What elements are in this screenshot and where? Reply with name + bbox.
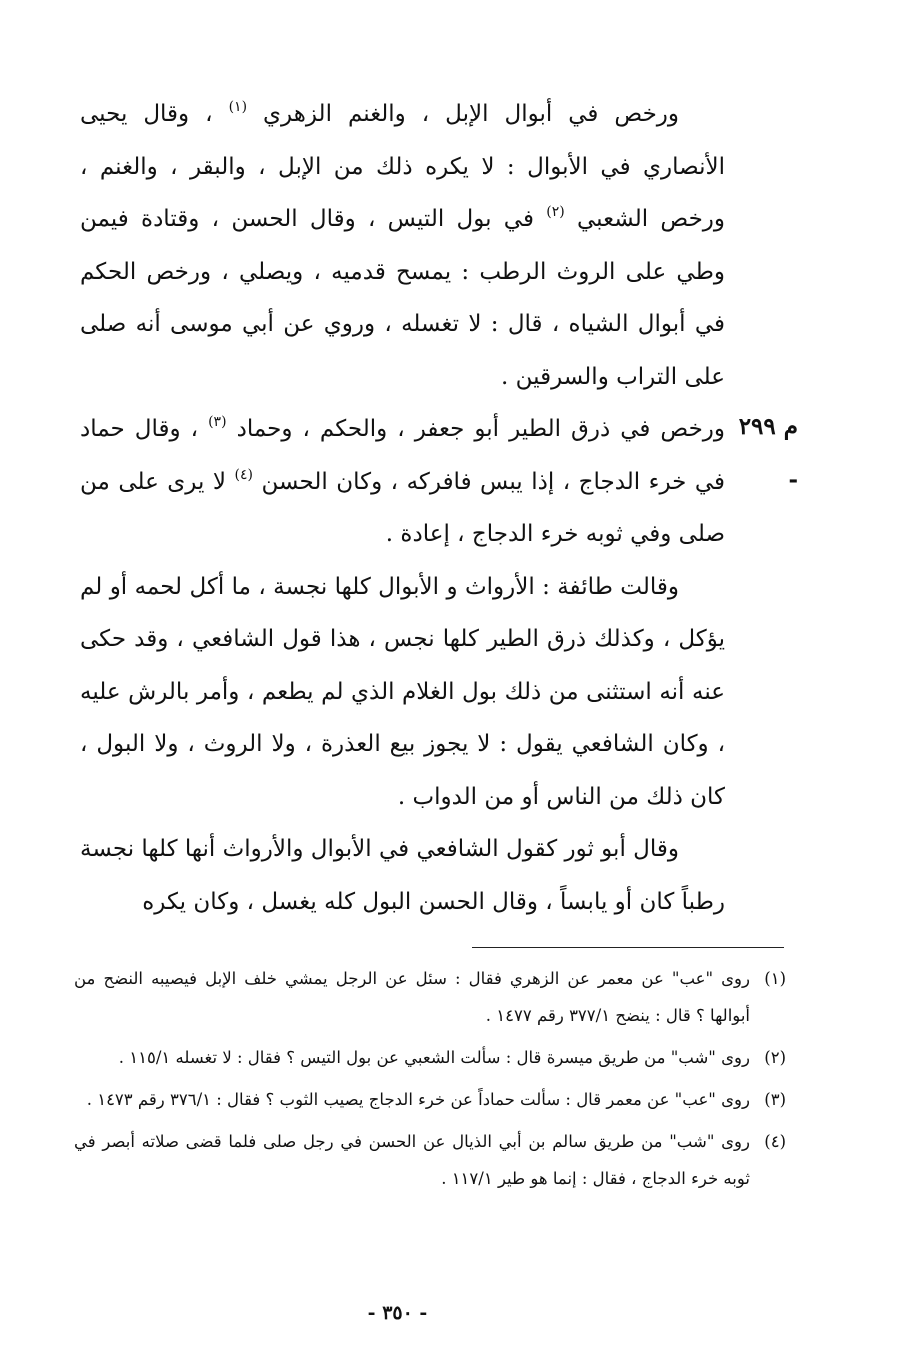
footnote-text: روى "شب" من طريق ميسرة قال : سألت الشعبي عن بول التيس ؟ فقال : لا تغسله ١١٥/١ .	[118, 1048, 750, 1067]
paragraph-1-part-1: ورخص في أبوال الإبل ، والغنم الزهري	[263, 101, 680, 127]
footnote-3	[74, 1081, 786, 1118]
paragraph-299	[80, 403, 725, 561]
footnote-number: (٣)	[764, 1090, 786, 1109]
footnote-text: روى "شب" من طريق سالم بن أبي الذيال عن الحسن في رجل صلى فلما قضى صلاته أبصر في ثوبه خرء الدجاج ، فقال : إنما هو طير ١١٧/١ .	[74, 1132, 750, 1188]
footnote-text: روى "عب" عن معمر عن الزهري فقال : سئل عن الرجل يمشي خلف الإبل فيصيبه النضح من أبوالها ؟ قال : ينضح ٣٧٧/١ رقم ١٤٧٧ .	[74, 969, 750, 1025]
paragraph-299-part-1: ورخص في ذرق الطير أبو جعفر ، والحكم ، وحماد	[236, 416, 726, 442]
paragraph-1-part-3: في بول التيس ، وقال الحسن ، وقتادة فيمن وطي على الروث الرطب : يمسح قدميه ، ويصلي ، ورخص الحكم في أبوال الشياه ، قال : لا تغسله ، وروي عن أبي موسى أنه صلى على التراب والسرقين .	[80, 206, 725, 390]
footnote-1	[74, 960, 786, 1034]
footnote-number: (٢)	[764, 1048, 786, 1067]
footnote-ref-1: (١)	[228, 99, 248, 115]
paragraph-4: وقال أبو ثور كقول الشافعي في الأبوال والأرواث أنها كلها نجسة رطباً كان أو يابساً ، وقال الحسن البول كله يغسل ، وكان يكره	[80, 836, 725, 915]
paragraph-299-part-2: ، وقال حماد في خرء الدجاج ، إذا يبس فافركه ، وكان الحسن	[80, 416, 726, 495]
footnote-4	[74, 1123, 786, 1197]
footnote-ref-2: (٢)	[546, 204, 565, 220]
footnote-number: (١)	[764, 969, 786, 988]
main-text	[80, 88, 725, 928]
page-number: - ٣٥٠ -	[367, 1302, 428, 1324]
footnote-ref-4: (٤)	[234, 466, 253, 483]
footnote-2	[74, 1039, 786, 1076]
footnote-divider	[472, 947, 784, 948]
paragraph-3: وقالت طائفة : الأرواث و الأبوال كلها نجسة ، ما أكل لحمه أو لم يؤكل ، وكذلك ذرق الطير كلها نجس ، هذا قول الشافعي ، وقد حكى عنه أنه استثنى من ذلك بول الغلام الذي لم يطعم ، وأمر بالرش عليه ، وكان الشافعي يقول : لا يجوز بيع العذرة ، ولا الروث ، ولا البول ، كان ذلك من الناس أو من الدواب .	[80, 573, 725, 810]
footnotes	[74, 960, 786, 1202]
paragraph-number-marker: م ٢٩٩ -	[738, 413, 798, 493]
paragraph-299-part-3: لا يرى على من صلى وفي ثوبه خرء الدجاج ، إعادة .	[80, 468, 725, 547]
paragraph-1-part-2: ، وقال يحيى الأنصاري في الأبوال : لا يكره ذلك من الإبل ، والبقر ، والغنم ، ورخص الشعبي	[80, 101, 726, 232]
footnote-ref-3: (٣)	[208, 414, 227, 430]
footnote-text: روى "عب" عن معمر قال : سألت حماداً عن خرء الدجاج يصيب الثوب ؟ فقال : ٣٧٦/١ رقم ١٤٧٣ .	[86, 1090, 750, 1109]
paragraph-1	[80, 88, 725, 403]
footnote-number: (٤)	[764, 1132, 786, 1151]
